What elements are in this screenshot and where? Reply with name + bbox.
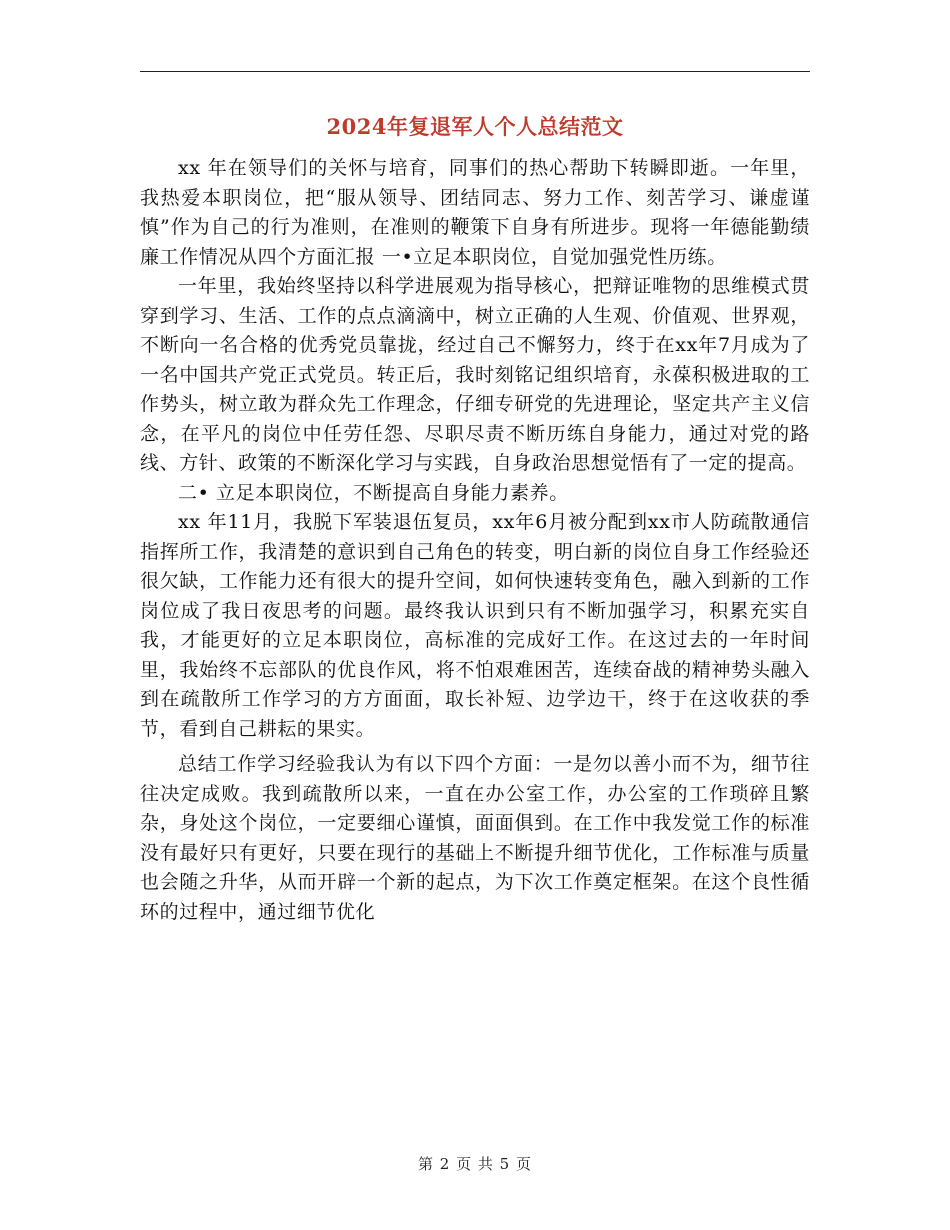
paragraph-intro: xx 年在领导们的关怀与培育，同事们的热心帮助下转瞬即逝。一年里，我热爱本职岗位，把“服从领导、团结同志、努力工作、刻苦学习、谦虚谨慎”作为自己的行为准则，在准则的鞭策下自身有所进步。现将一年德能勤绩廉工作情况从四个方面汇报 一•立足本职岗位，自觉加强党性历练。 [140,157,810,268]
paragraph-experience-summary: 总结工作学习经验我认为有以下四个方面：一是勿以善小而不为，细节往往决定成败。我到疏散所以来，一直在办公室工作，办公室的工作琐碎且繁杂，身处这个岗位，一定要细心谨慎，面面俱到。在工作中我发觉工作的标准没有最好只有更好，只要在现行的基础上不断提升细节优化，工作标准与质量也会随之升华，从而开辟一个新的起点，为下次工作奠定框架。在这个良性循环的过程中，通过细节优化 [140,753,810,923]
paragraph-party-spirit: 一年里，我始终坚持以科学进展观为指导核心，把辩证唯物的思维模式贯穿到学习、生活、工作的点点滴滴中，树立正确的人生观、价值观、世界观，不断向一名合格的优秀党员靠拢，经过自己不懈努力，终于在xx年7月成为了一名中国共产党正式党员。转正后，我时刻铭记组织培育，永葆积极进取的工作势头，树立敢为群众先工作理念，仔细专研党的先进理论，坚定共产主义信念，在平凡的岗位中任劳任怨、尽职尽责不断历练自身能力，通过对党的路线、方针、政策的不断深化学习与实践，自身政治思想觉悟有了一定的提高。 [140,275,810,474]
document-body [140,154,810,927]
document-title: 2024年复退军人个人总结范文 [326,114,624,139]
header-rule [140,71,810,72]
paragraph-role-change: xx 年11月，我脱下军装退伍复员，xx年6月被分配到xx市人防疏散通信指挥所工作，我清楚的意识到自己角色的转变，明白新的岗位自身工作经验还很欠缺，工作能力还有很大的提升空间，如何快速转变角色，融入到新的工作岗位成了我日夜思考的问题。最终我认识到只有不断加强学习，积累充实自我，才能更好的立足本职岗位，高标准的完成好工作。在这过去的一年时间里，我始终不忘部队的优良作风，将不怕艰难困苦，连续奋战的精神势头融入到在疏散所工作学习的方方面面，取长补短、边学边干，终于在这收获的季节，看到自己耕耘的果实。 [140,511,810,740]
page-number: 第 2 页 共 5 页 [418,1155,532,1173]
section-heading-2: 二• 立足本职岗位，不断提高自身能力素养。 [178,481,569,504]
